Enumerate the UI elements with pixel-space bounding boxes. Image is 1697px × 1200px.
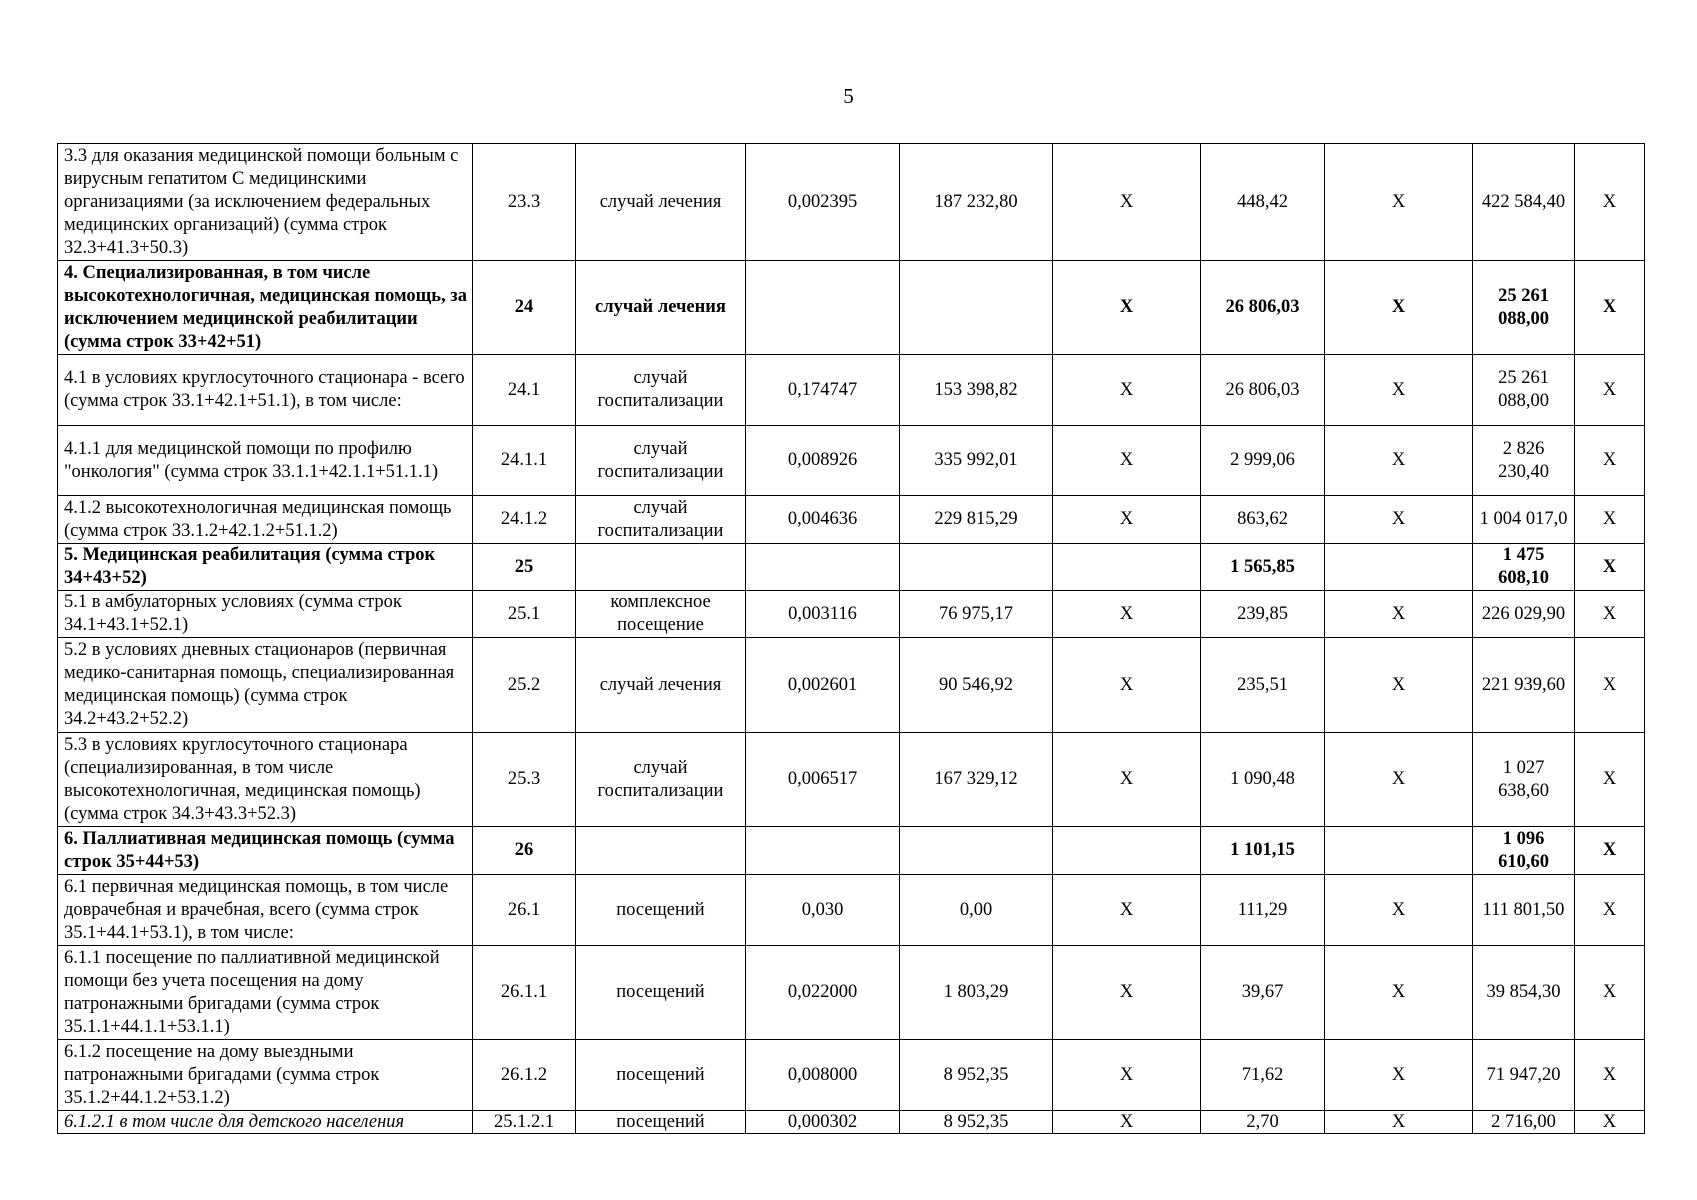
row-col10-cell: X (1575, 946, 1645, 1040)
row-rate-cell (746, 261, 900, 355)
row-name-cell: 5.2 в условиях дневных стационаров (первичная медико-санитарная помощь, специализированная медицинская помощь) (сумма строк 34.2+43.2+52.2) (58, 638, 473, 733)
row-name-cell: 5. Медицинская реабилитация (сумма строк 34+43+52) (58, 544, 473, 591)
row-unit-cell: случай госпитализации (576, 496, 746, 544)
row-line-number-cell: 26 (473, 827, 576, 875)
row-col6-cell: X (1053, 496, 1201, 544)
row-unit-cell: случай госпитализации (576, 426, 746, 496)
row-col8-cell: X (1325, 426, 1473, 496)
row-total-cell: 2 716,00 (1473, 1111, 1575, 1134)
row-unit-cell: посещений (576, 1111, 746, 1134)
row-rate-cell: 0,174747 (746, 355, 900, 426)
row-col10-cell: X (1575, 261, 1645, 355)
row-col6-cell: X (1053, 733, 1201, 827)
row-col6-cell (1053, 544, 1201, 591)
row-unit-cell: посещений (576, 875, 746, 946)
row-rate-cell: 0,002395 (746, 144, 900, 261)
row-col10-cell: X (1575, 496, 1645, 544)
row-total-cell: 25 261 088,00 (1473, 355, 1575, 426)
row-per-capita-cell: 2 999,06 (1201, 426, 1325, 496)
row-line-number-cell: 24.1.2 (473, 496, 576, 544)
row-col8-cell: X (1325, 875, 1473, 946)
row-per-capita-cell: 26 806,03 (1201, 355, 1325, 426)
row-unit-cell: случай лечения (576, 261, 746, 355)
row-name-cell: 4. Специализированная, в том числе высокотехнологичная, медицинская помощь, за исключением медицинской реабилитации (сумма строк 33+42+51) (58, 261, 473, 355)
row-per-capita-cell: 1 090,48 (1201, 733, 1325, 827)
row-rate-cell: 0,000302 (746, 1111, 900, 1134)
row-total-cell: 1 096 610,60 (1473, 827, 1575, 875)
table-row (58, 591, 1645, 638)
table-body (58, 144, 1645, 1134)
row-col8-cell: X (1325, 261, 1473, 355)
row-rate-cell: 0,004636 (746, 496, 900, 544)
row-col6-cell (1053, 827, 1201, 875)
row-per-capita-cell: 39,67 (1201, 946, 1325, 1040)
table-row (58, 946, 1645, 1040)
row-line-number-cell: 23.3 (473, 144, 576, 261)
row-line-number-cell: 26.1 (473, 875, 576, 946)
row-col6-cell: X (1053, 875, 1201, 946)
row-per-capita-cell: 239,85 (1201, 591, 1325, 638)
row-col8-cell: X (1325, 496, 1473, 544)
row-col6-cell: X (1053, 946, 1201, 1040)
row-per-capita-cell: 863,62 (1201, 496, 1325, 544)
row-total-cell: 221 939,60 (1473, 638, 1575, 733)
row-col8-cell: X (1325, 591, 1473, 638)
table-row (58, 1111, 1645, 1134)
row-name-cell: 6.1.2 посещение на дому выездными патронажными бригадами (сумма строк 35.1.2+44.1.2+53.1.2) (58, 1040, 473, 1111)
row-col10-cell: X (1575, 144, 1645, 261)
row-unit-cell: случай госпитализации (576, 355, 746, 426)
row-name-cell: 5.3 в условиях круглосуточного стационара (специализированная, в том числе высокотехнологичная, медицинская помощь) (сумма строк 34.3+43.3+52.3) (58, 733, 473, 827)
row-unit-cell: случай лечения (576, 638, 746, 733)
row-col10-cell: X (1575, 544, 1645, 591)
table-row (58, 355, 1645, 426)
row-per-capita-cell: 1 565,85 (1201, 544, 1325, 591)
row-rate-cell: 0,002601 (746, 638, 900, 733)
row-name-cell: 6.1.1 посещение по паллиативной медицинской помощи без учета посещения на дому патронажными бригадами (сумма строк 35.1.1+44.1.1+53.1.1) (58, 946, 473, 1040)
row-col10-cell: X (1575, 875, 1645, 946)
row-rate-cell: 0,008000 (746, 1040, 900, 1111)
row-cost-cell (900, 827, 1053, 875)
row-cost-cell: 1 803,29 (900, 946, 1053, 1040)
row-col8-cell: X (1325, 1040, 1473, 1111)
row-per-capita-cell: 111,29 (1201, 875, 1325, 946)
row-rate-cell: 0,008926 (746, 426, 900, 496)
table-row (58, 144, 1645, 261)
row-cost-cell: 167 329,12 (900, 733, 1053, 827)
row-name-cell: 6. Паллиативная медицинская помощь (сумма строк 35+44+53) (58, 827, 473, 875)
row-name-cell: 6.1.2.1 в том числе для детского населения (58, 1111, 473, 1134)
row-line-number-cell: 25.2 (473, 638, 576, 733)
row-total-cell: 71 947,20 (1473, 1040, 1575, 1111)
row-name-cell: 3.3 для оказания медицинской помощи больным с вирусным гепатитом С медицинскими организациями (за исключением федеральных медицинских организаций) (сумма строк 32.3+41.3+50.3) (58, 144, 473, 261)
table-row (58, 733, 1645, 827)
row-total-cell: 39 854,30 (1473, 946, 1575, 1040)
row-col6-cell: X (1053, 144, 1201, 261)
row-total-cell: 1 475 608,10 (1473, 544, 1575, 591)
row-total-cell: 1 004 017,0 (1473, 496, 1575, 544)
row-col6-cell: X (1053, 638, 1201, 733)
indicators-table (57, 143, 1645, 1134)
row-per-capita-cell: 235,51 (1201, 638, 1325, 733)
row-cost-cell: 76 975,17 (900, 591, 1053, 638)
row-col10-cell: X (1575, 1040, 1645, 1111)
row-cost-cell: 90 546,92 (900, 638, 1053, 733)
row-cost-cell: 153 398,82 (900, 355, 1053, 426)
row-per-capita-cell: 1 101,15 (1201, 827, 1325, 875)
row-line-number-cell: 25.1.2.1 (473, 1111, 576, 1134)
row-col10-cell: X (1575, 733, 1645, 827)
row-col8-cell: X (1325, 355, 1473, 426)
row-total-cell: 2 826 230,40 (1473, 426, 1575, 496)
row-cost-cell (900, 544, 1053, 591)
row-col10-cell: X (1575, 638, 1645, 733)
row-line-number-cell: 25.1 (473, 591, 576, 638)
row-col8-cell (1325, 544, 1473, 591)
row-name-cell: 5.1 в амбулаторных условиях (сумма строк 34.1+43.1+52.1) (58, 591, 473, 638)
row-unit-cell: случай госпитализации (576, 733, 746, 827)
row-col8-cell: X (1325, 1111, 1473, 1134)
row-line-number-cell: 24.1 (473, 355, 576, 426)
row-col10-cell: X (1575, 355, 1645, 426)
row-rate-cell: 0,022000 (746, 946, 900, 1040)
page-number: 5 (843, 84, 854, 108)
row-cost-cell: 187 232,80 (900, 144, 1053, 261)
table-row (58, 261, 1645, 355)
row-col6-cell: X (1053, 426, 1201, 496)
row-total-cell: 25 261 088,00 (1473, 261, 1575, 355)
row-name-cell: 4.1.1 для медицинской помощи по профилю "онкология" (сумма строк 33.1.1+42.1.1+51.1.1) (58, 426, 473, 496)
row-rate-cell: 0,003116 (746, 591, 900, 638)
row-per-capita-cell: 26 806,03 (1201, 261, 1325, 355)
row-col6-cell: X (1053, 1111, 1201, 1134)
row-cost-cell: 8 952,35 (900, 1111, 1053, 1134)
table-row (58, 496, 1645, 544)
row-total-cell: 1 027 638,60 (1473, 733, 1575, 827)
row-rate-cell (746, 827, 900, 875)
row-rate-cell: 0,006517 (746, 733, 900, 827)
row-col10-cell: X (1575, 426, 1645, 496)
row-col10-cell: X (1575, 1111, 1645, 1134)
row-unit-cell (576, 544, 746, 591)
row-total-cell: 111 801,50 (1473, 875, 1575, 946)
row-total-cell: 422 584,40 (1473, 144, 1575, 261)
row-col8-cell: X (1325, 733, 1473, 827)
row-unit-cell: случай лечения (576, 144, 746, 261)
row-name-cell: 6.1 первичная медицинская помощь, в том числе доврачебная и врачебная, всего (сумма строк 35.1+44.1+53.1), в том числе: (58, 875, 473, 946)
row-line-number-cell: 24 (473, 261, 576, 355)
row-cost-cell: 229 815,29 (900, 496, 1053, 544)
table-row (58, 544, 1645, 591)
row-cost-cell: 0,00 (900, 875, 1053, 946)
row-name-cell: 4.1.2 высокотехнологичная медицинская помощь (сумма строк 33.1.2+42.1.2+51.1.2) (58, 496, 473, 544)
row-col8-cell: X (1325, 638, 1473, 733)
row-cost-cell (900, 261, 1053, 355)
row-line-number-cell: 25.3 (473, 733, 576, 827)
row-name-cell: 4.1 в условиях круглосуточного стационара - всего (сумма строк 33.1+42.1+51.1), в том числе: (58, 355, 473, 426)
row-per-capita-cell: 71,62 (1201, 1040, 1325, 1111)
row-line-number-cell: 24.1.1 (473, 426, 576, 496)
row-col8-cell: X (1325, 946, 1473, 1040)
row-unit-cell: комплексное посещение (576, 591, 746, 638)
table-row (58, 875, 1645, 946)
row-col6-cell: X (1053, 591, 1201, 638)
row-rate-cell (746, 544, 900, 591)
table-row (58, 827, 1645, 875)
row-per-capita-cell: 448,42 (1201, 144, 1325, 261)
row-line-number-cell: 26.1.1 (473, 946, 576, 1040)
row-col8-cell (1325, 827, 1473, 875)
row-per-capita-cell: 2,70 (1201, 1111, 1325, 1134)
row-col6-cell: X (1053, 261, 1201, 355)
row-col10-cell: X (1575, 827, 1645, 875)
table-row (58, 426, 1645, 496)
row-col10-cell: X (1575, 591, 1645, 638)
table-row (58, 1040, 1645, 1111)
row-unit-cell: посещений (576, 946, 746, 1040)
table-row (58, 638, 1645, 733)
row-col8-cell: X (1325, 144, 1473, 261)
row-unit-cell: посещений (576, 1040, 746, 1111)
row-unit-cell (576, 827, 746, 875)
row-col6-cell: X (1053, 355, 1201, 426)
row-col6-cell: X (1053, 1040, 1201, 1111)
row-total-cell: 226 029,90 (1473, 591, 1575, 638)
row-cost-cell: 8 952,35 (900, 1040, 1053, 1111)
row-line-number-cell: 26.1.2 (473, 1040, 576, 1111)
row-rate-cell: 0,030 (746, 875, 900, 946)
row-cost-cell: 335 992,01 (900, 426, 1053, 496)
row-line-number-cell: 25 (473, 544, 576, 591)
